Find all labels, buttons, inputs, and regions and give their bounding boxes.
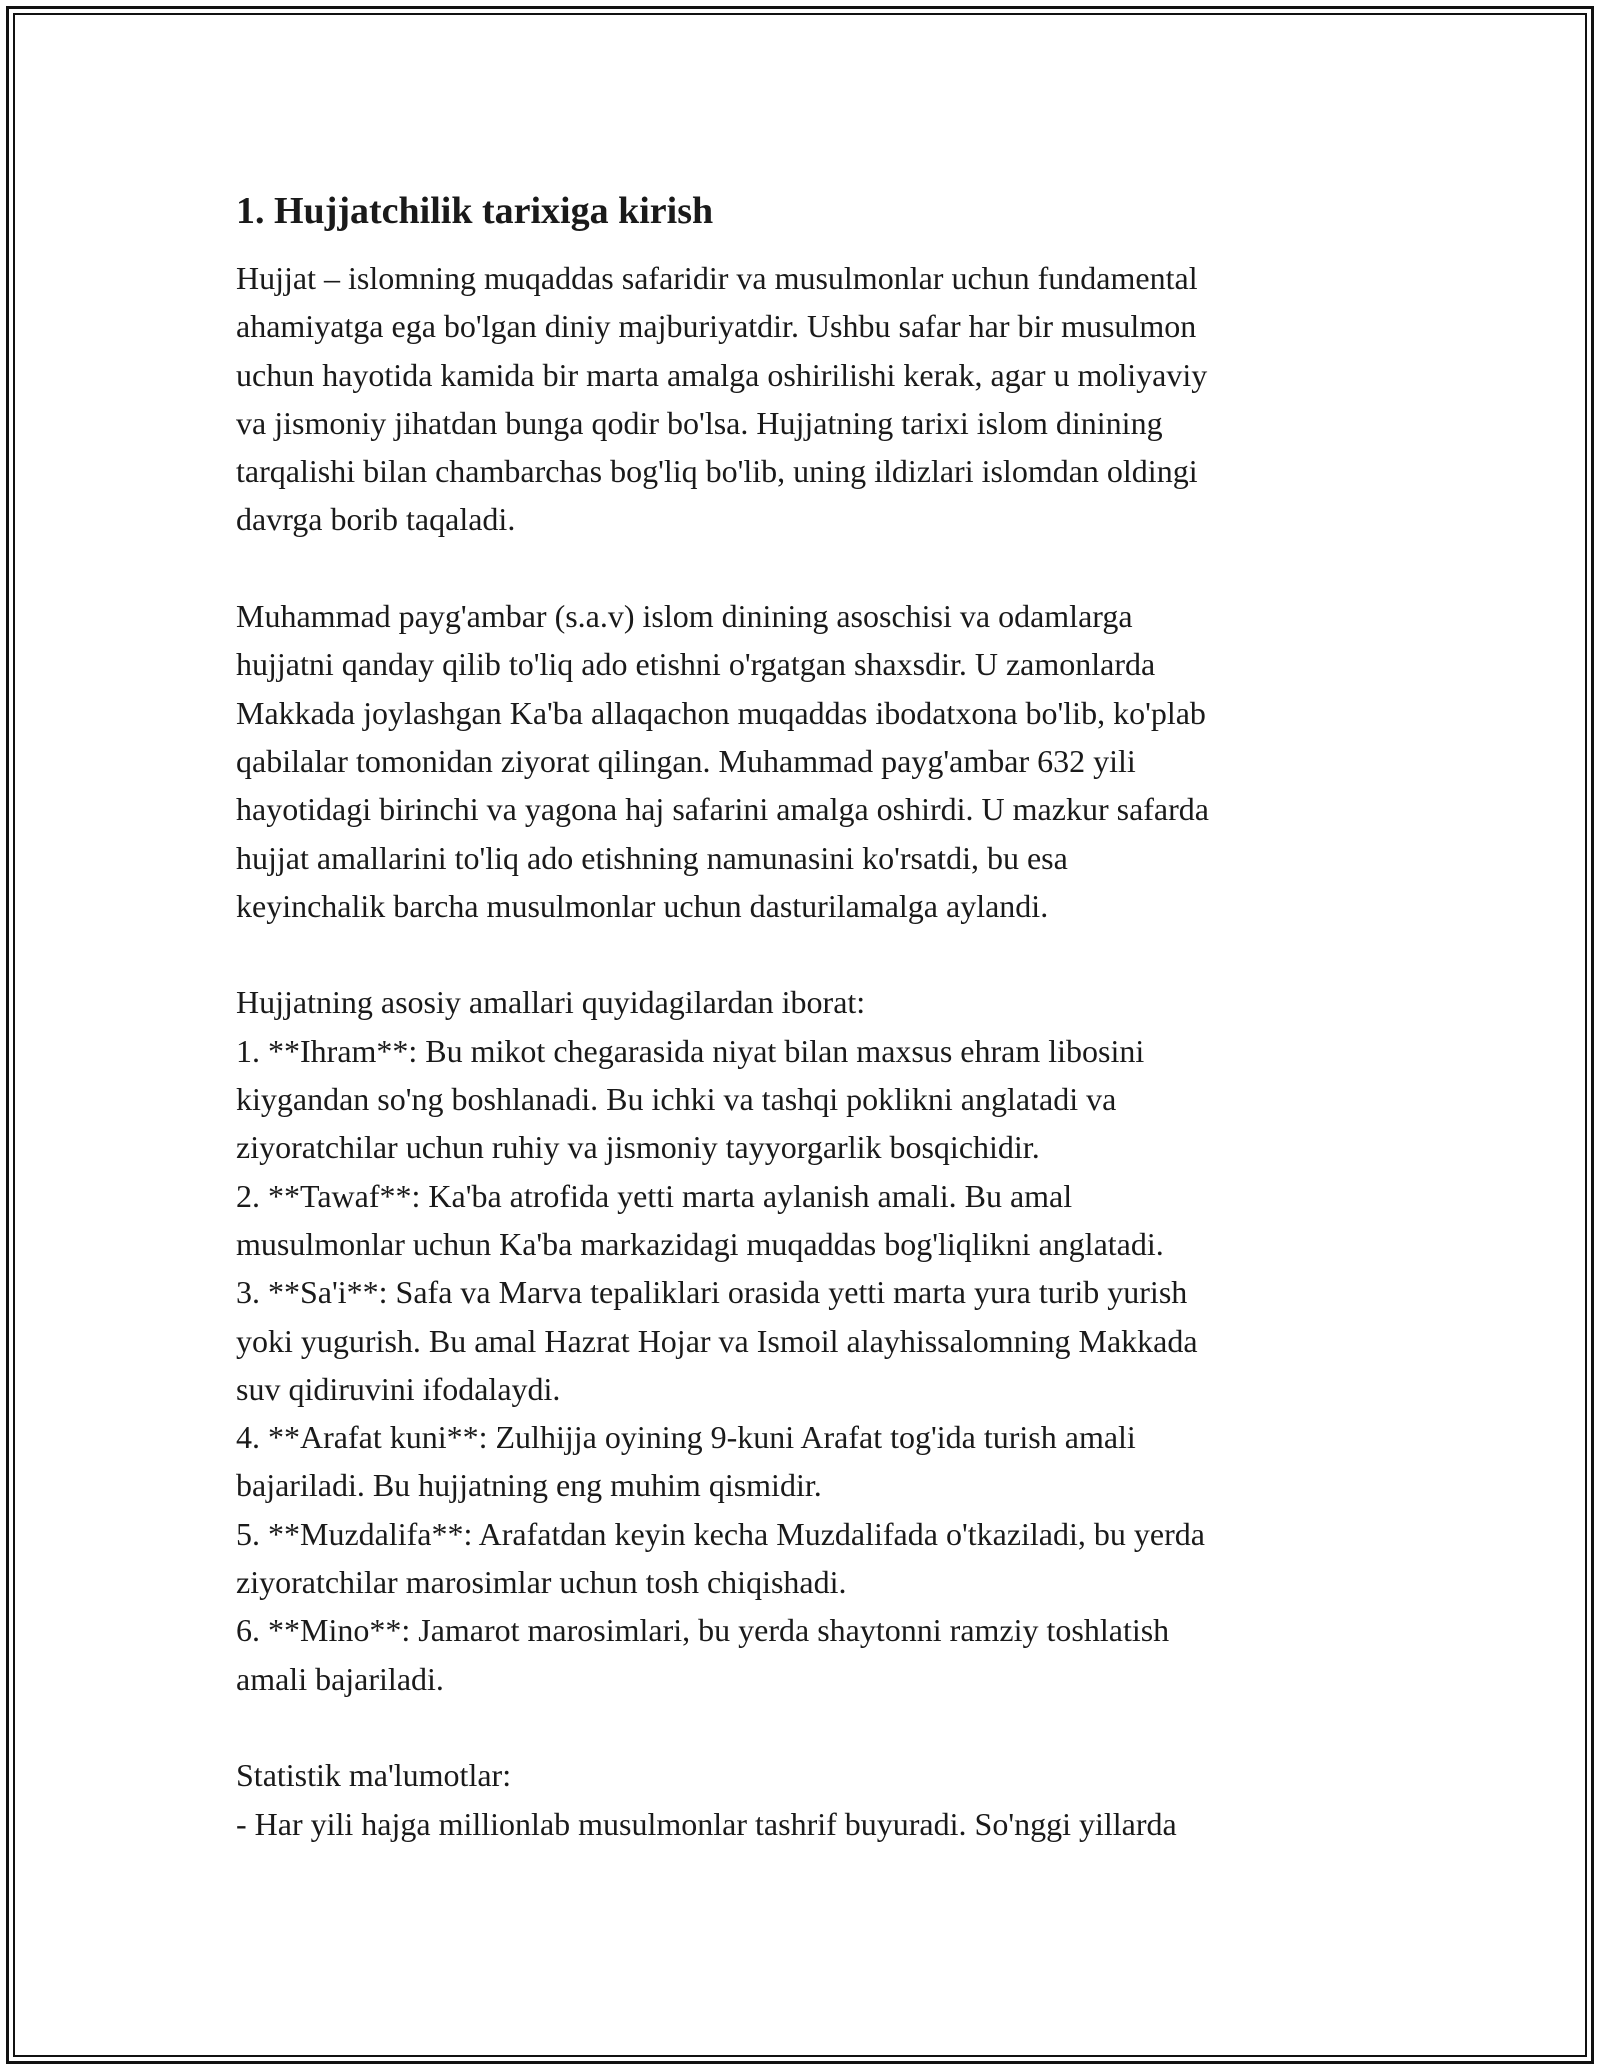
paragraph-gap	[236, 930, 1366, 978]
text-line: uchun hayotida kamida bir marta amalga oshirilishi kerak, agar u moliyaviy	[236, 356, 1208, 393]
paragraph-rituals	[236, 978, 1366, 1702]
text-line: Makkada joylashgan Ka'ba allaqachon muqaddas ibodatxona bo'lib, ko'plab	[236, 694, 1206, 731]
text-line: 1. **Ihram**: Bu mikot chegarasida niyat bilan maxsus ehram libosini	[236, 1032, 1145, 1069]
paragraph-prophet	[236, 592, 1366, 930]
text-line: amali bajariladi.	[236, 1660, 444, 1697]
text-line: davrga borib taqaladi.	[236, 501, 516, 538]
text-line: - Har yili hajga millionlab musulmonlar tashrif buyuradi. So'nggi yillarda	[236, 1805, 1177, 1842]
text-line: Hujjat – islomning muqaddas safaridir va musulmonlar uchun fundamental	[236, 260, 1198, 296]
text-line: hujjat amallarini to'liq ado etishning namunasini ko'rsatdi, bu esa	[236, 839, 1068, 876]
text-line: 4. **Arafat kuni**: Zulhijja oyining 9-kuni Arafat tog'ida turish amali	[236, 1419, 1136, 1456]
text-line: musulmonlar uchun Ka'ba markazidagi muqaddas bog'liqlikni anglatadi.	[236, 1225, 1164, 1262]
text-line: hujjatni qanday qilib to'liq ado etishni o'rgatgan shaxsdir. U zamonlarda	[236, 646, 1156, 683]
paragraph-gap	[236, 1703, 1366, 1751]
text-line: 6. **Mino**: Jamarot marosimlari, bu yerda shaytonni ramziy toshlatish	[236, 1612, 1170, 1649]
text-line: bajariladi. Bu hujjatning eng muhim qismidir.	[236, 1467, 822, 1504]
text-line: yoki yugurish. Bu amal Hazrat Hojar va Ismoil alayhissalomning Makkada	[236, 1322, 1198, 1359]
text-line: 5. **Muzdalifa**: Arafatdan keyin kecha Muzdalifada o'tkaziladi, bu yerda	[236, 1515, 1205, 1552]
text-line: qabilalar tomonidan ziyorat qilingan. Muhammad payg'ambar 632 yili	[236, 742, 1136, 779]
text-line: va jismoniy jihatdan bunga qodir bo'lsa. Hujjatning tarixi islom dinining	[236, 404, 1163, 441]
text-line: tarqalishi bilan chambarchas bog'liq bo'lib, uning ildizlari islomdan oldingi	[236, 453, 1198, 490]
document-body	[236, 186, 1366, 1848]
text-line: keyinchalik barcha musulmonlar uchun dasturilamalga aylandi.	[236, 887, 1049, 924]
text-line: Hujjatning asosiy amallari quyidagilardan iborat:	[236, 984, 866, 1021]
text-line: hayotidagi birinchi va yagona haj safarini amalga oshirdi. U mazkur safarda	[236, 791, 1209, 828]
paragraph-intro	[236, 254, 1366, 544]
section-heading: 1. Hujjatchilik tarixiga kirish	[236, 190, 714, 232]
text-line: ahamiyatga ega bo'lgan diniy majburiyatdir. Ushbu safar har bir musulmon	[236, 308, 1197, 345]
text-line: 2. **Tawaf**: Ka'ba atrofida yetti marta aylanish amali. Bu amal	[236, 1177, 1073, 1214]
text-line: Muhammad payg'ambar (s.a.v) islom dinining asoschisi va odamlarga	[236, 598, 1133, 635]
text-line: Statistik ma'lumotlar:	[236, 1757, 512, 1794]
paragraph-gap	[236, 544, 1366, 592]
text-line: ziyoratchilar uchun ruhiy va jismoniy tayyorgarlik bosqichidir.	[236, 1129, 1040, 1166]
text-line: kiygandan so'ng boshlanadi. Bu ichki va tashqi poklikni anglatadi va	[236, 1081, 1117, 1118]
paragraph-stats	[236, 1751, 1366, 1848]
text-line: ziyoratchilar marosimlar uchun tosh chiqishadi.	[236, 1564, 847, 1601]
text-line: 3. **Sa'i**: Safa va Marva tepaliklari orasida yetti marta yura turib yurish	[236, 1274, 1188, 1311]
text-line: suv qidiruvini ifodalaydi.	[236, 1370, 561, 1407]
